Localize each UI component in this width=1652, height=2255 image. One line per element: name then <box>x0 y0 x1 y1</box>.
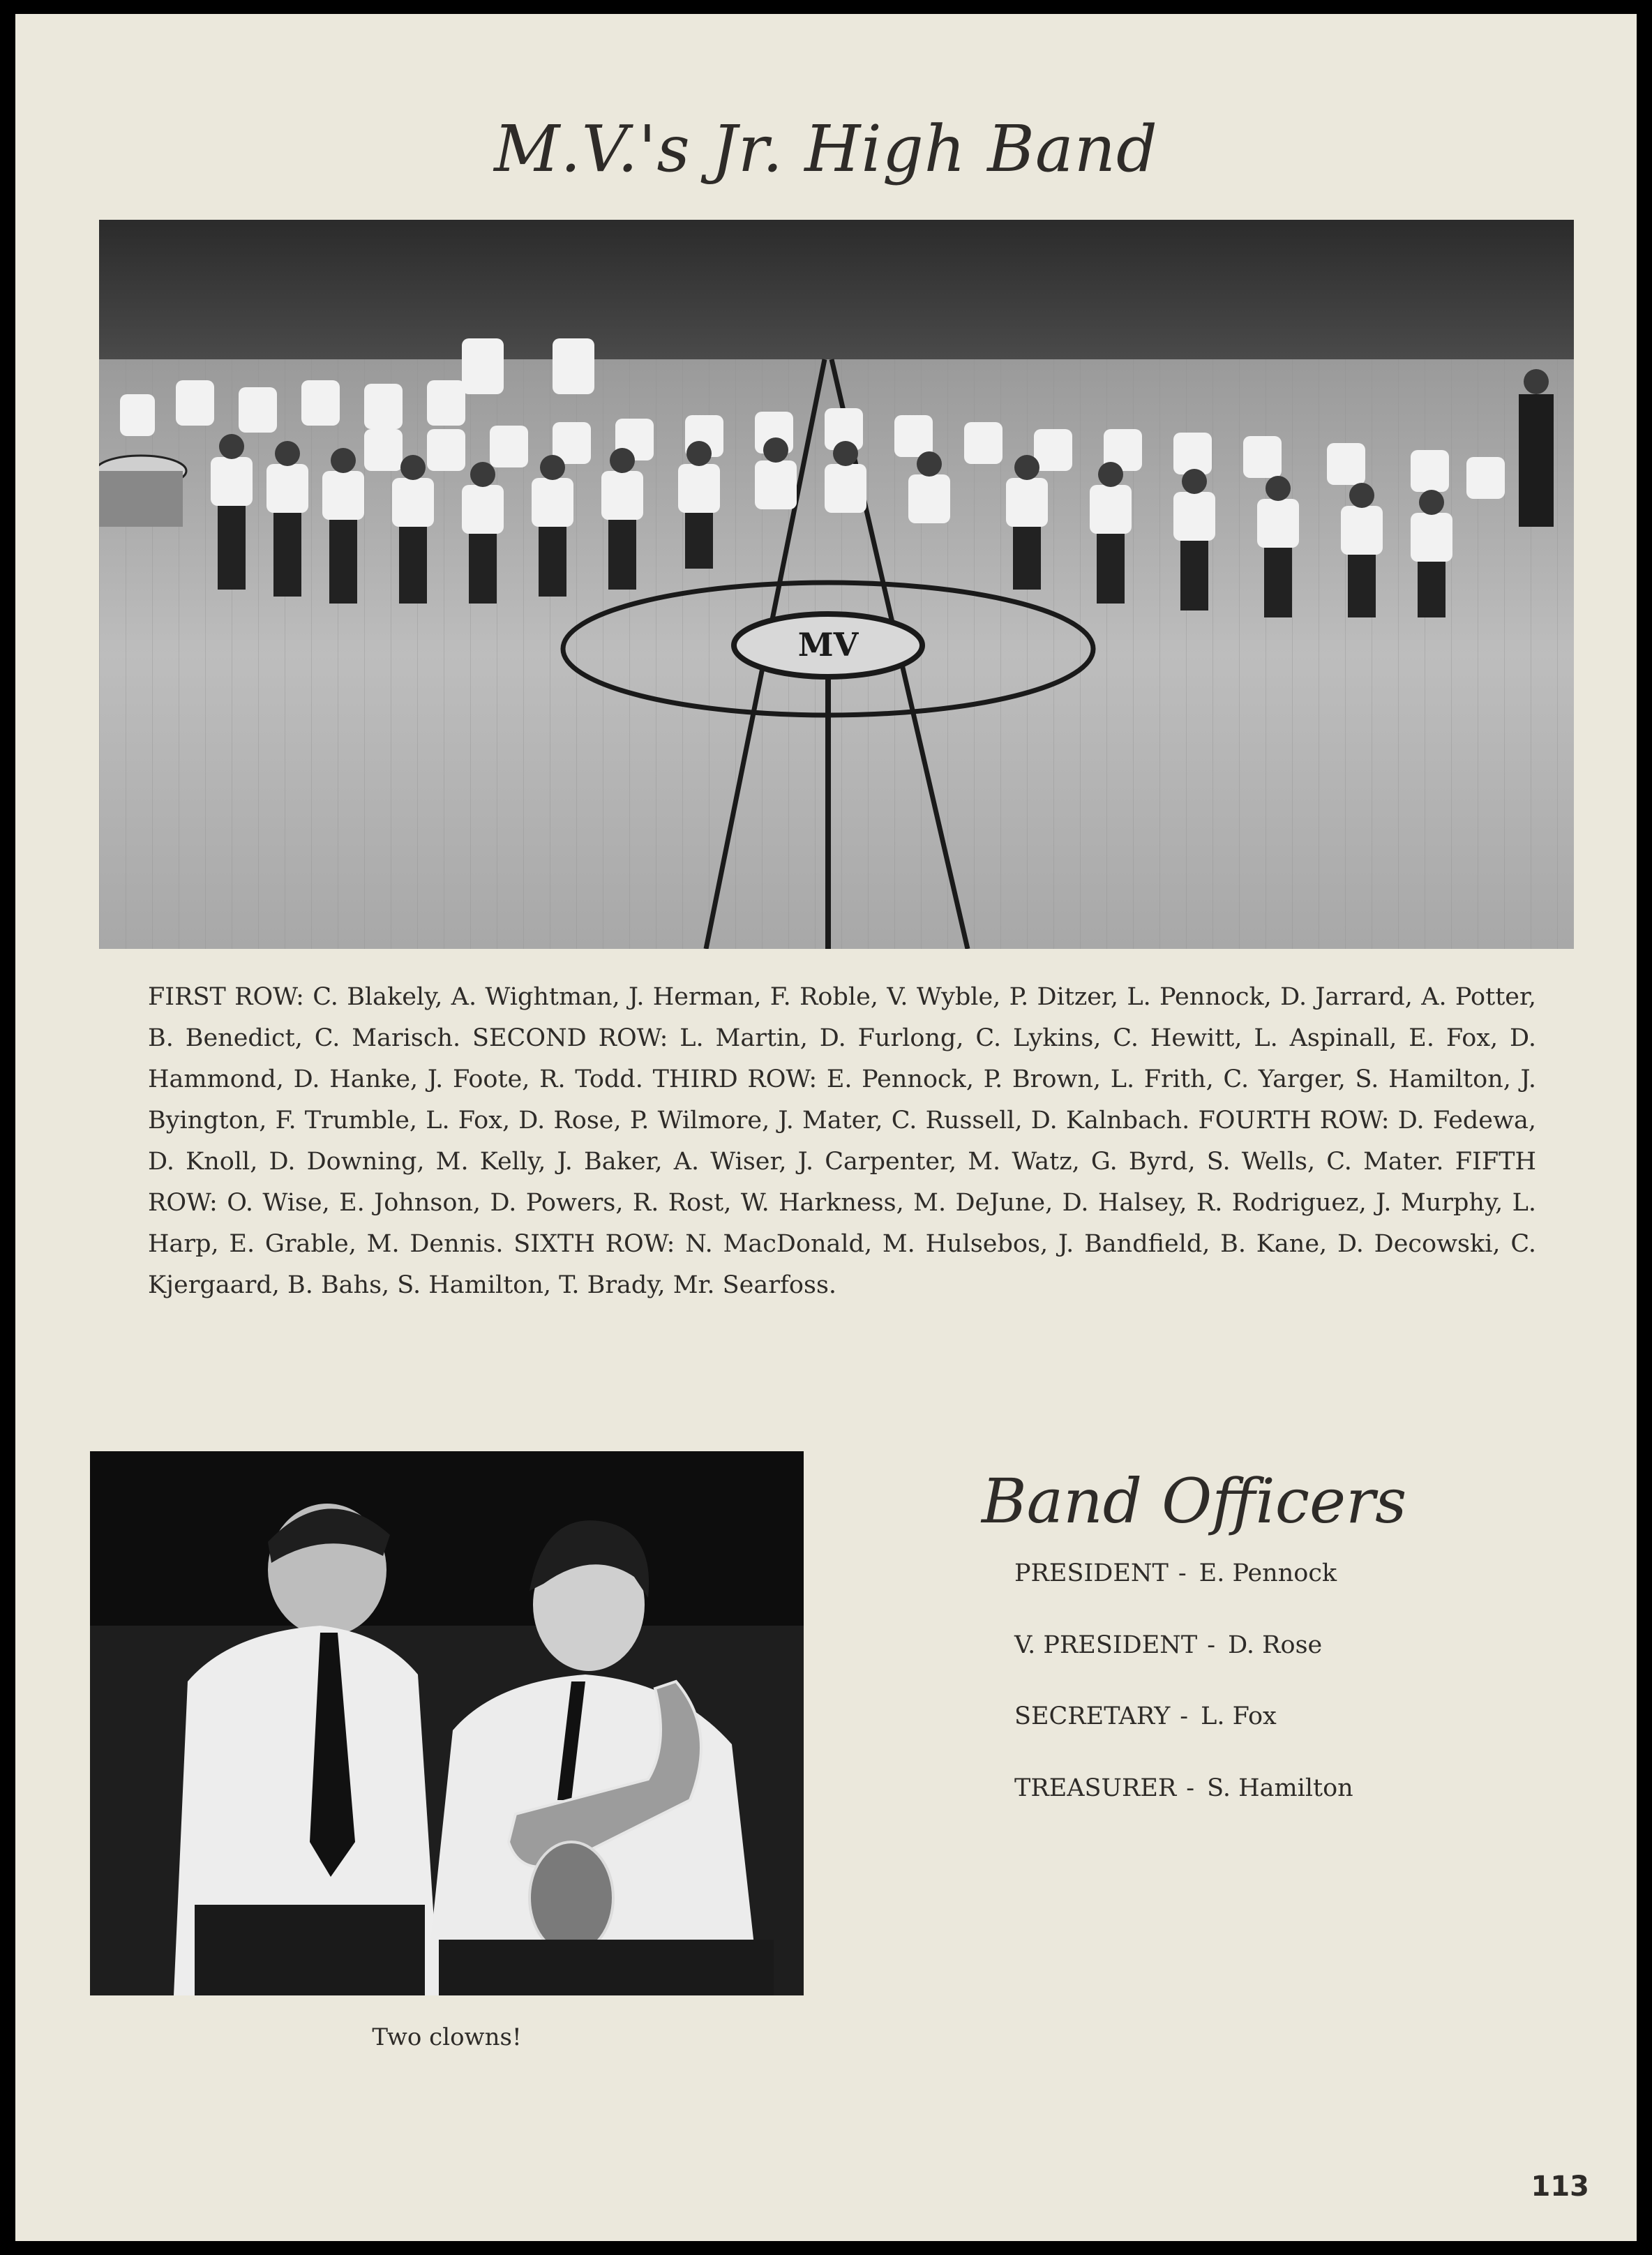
page-title: M.V.'s Jr. High Band <box>494 112 1158 186</box>
officer-dash: - <box>1207 1631 1216 1659</box>
band-group-photo <box>99 220 1574 949</box>
officer-secretary <box>1014 1702 1277 1730</box>
roster-row-label: FIFTH ROW: <box>148 1148 1536 1217</box>
officer-title: V. PRESIDENT <box>1014 1631 1198 1659</box>
officer-vice-president <box>1014 1631 1322 1659</box>
officer-name: D. Rose <box>1228 1631 1323 1659</box>
floor-logo: MV <box>797 626 859 664</box>
roster-row-label: FIRST ROW: <box>148 983 304 1011</box>
roster-row-label: FOURTH ROW: <box>1198 1107 1390 1134</box>
officer-president <box>1014 1559 1337 1587</box>
officer-treasurer <box>1014 1774 1353 1802</box>
officer-title: PRESIDENT <box>1014 1559 1169 1587</box>
roster-row-names: L. Martin, D. Furlong, C. Lykins, C. Hewitt, L. Aspinall, E. Fox, D. Hammond, D. Hanke, J. Foote, R. Todd. <box>148 1024 1536 1093</box>
page-number: 113 <box>1531 2171 1589 2203</box>
roster-row-label: SIXTH ROW: <box>513 1230 675 1258</box>
officer-dash: - <box>1186 1774 1195 1802</box>
officer-dash: - <box>1180 1702 1189 1730</box>
roster-row-names: O. Wise, E. Johnson, D. Powers, R. Rost, W. Harkness, M. DeJune, D. Halsey, R. Rodriguez, J. Murphy, L. Harp, E. Grable, M. Dennis. <box>148 1189 1536 1258</box>
photo-caption: Two clowns! <box>372 2023 522 2051</box>
officer-dash: - <box>1178 1559 1187 1587</box>
officers-heading: Band Officers <box>982 1465 1407 1537</box>
roster-row-label: SECOND ROW: <box>472 1024 668 1052</box>
roster-row-names: N. MacDonald, M. Hulsebos, J. Bandfield, B. Kane, D. Decowski, C. Kjergaard, B. Bahs, S. Hamilton, T. Brady, Mr. Searfoss. <box>148 1230 1536 1299</box>
roster-row-names: D. Fedewa, D. Knoll, D. Downing, M. Kelly, J. Baker, A. Wiser, J. Carpenter, M. Watz, G. Byrd, S. Wells, C. Mater. <box>148 1107 1536 1176</box>
roster-row-label: THIRD ROW: <box>652 1065 818 1093</box>
band-roster <box>148 977 1536 1306</box>
officer-name: S. Hamilton <box>1207 1774 1353 1802</box>
officer-name: L. Fox <box>1201 1702 1277 1730</box>
yearbook-page <box>15 14 1637 2241</box>
roster-row-names: C. Blakely, A. Wightman, J. Herman, F. Roble, V. Wyble, P. Ditzer, L. Pennock, D. Jarrard, A. Potter, B. Benedict, C. Marisch. <box>148 983 1536 1052</box>
officer-name: E. Pennock <box>1199 1559 1337 1587</box>
two-clowns-photo <box>90 1451 804 1995</box>
officer-title: TREASURER <box>1014 1774 1177 1802</box>
roster-row-names: E. Pennock, P. Brown, L. Frith, C. Yarger, S. Hamilton, J. Byington, F. Trumble, L. Fox, D. Rose, P. Wilmore, J. Mater, C. Russell, D. Kalnbach. <box>148 1065 1536 1134</box>
officer-title: SECRETARY <box>1014 1702 1171 1730</box>
